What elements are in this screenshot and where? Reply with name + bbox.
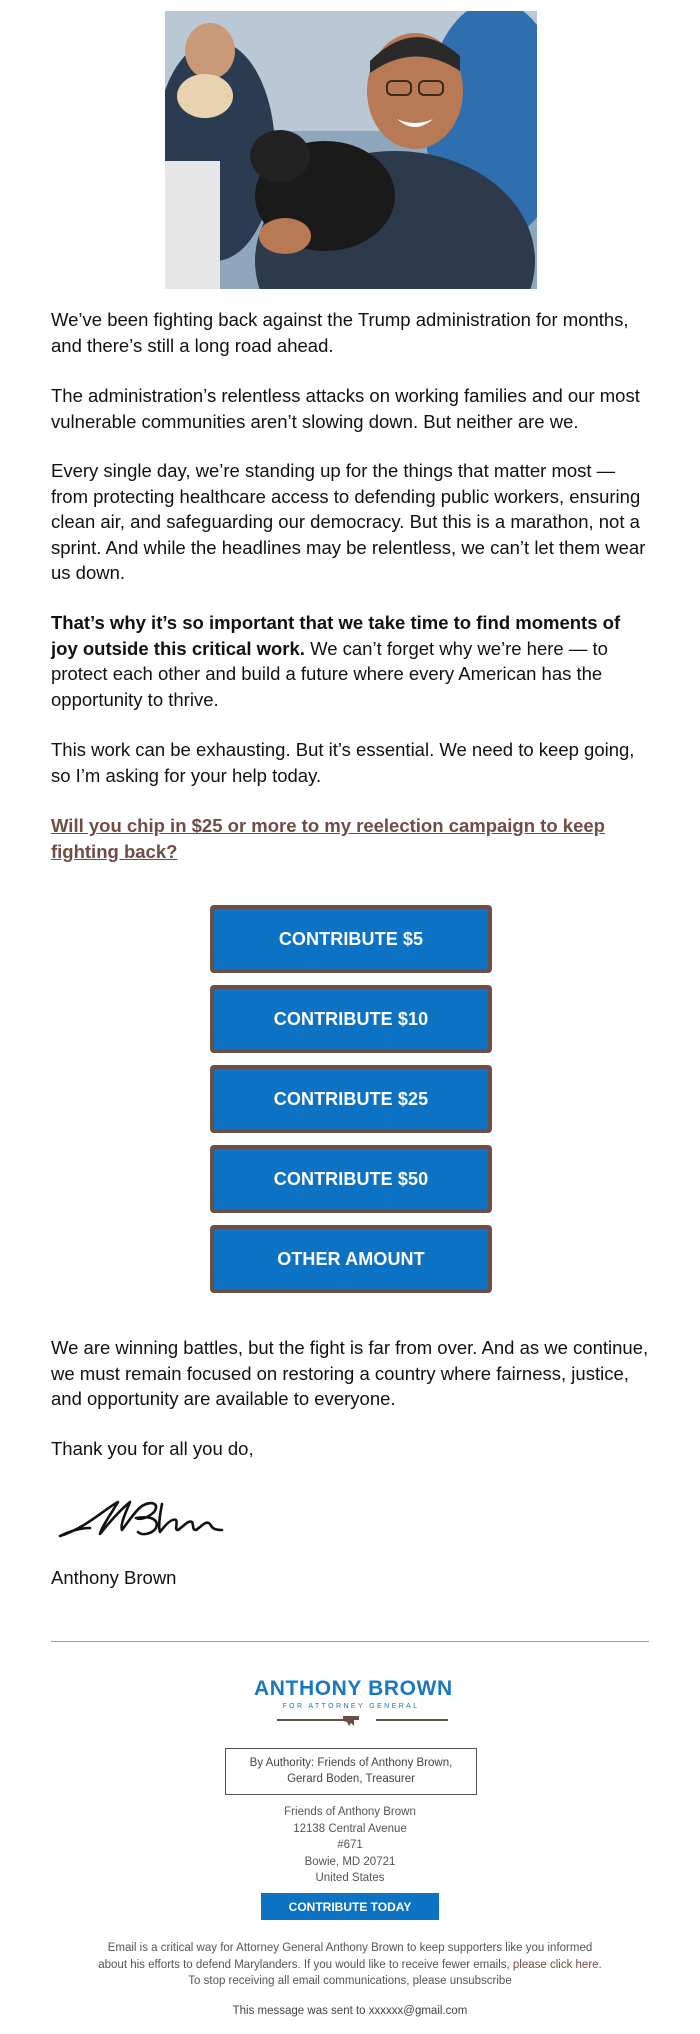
paragraph-every-day: Every single day, we’re standing up for the things that matter most — from protecting healthcare access to defending public workers, ensuring clean air, and safeguarding our democracy. But this is a marathon, not a sprint. And while the headlines may be relentless, we can’t let them wear us down. <box>51 460 646 583</box>
paragraph-intro: We’ve been fighting back against the Trump administration for months, and there’s still a long road ahead. <box>51 309 629 356</box>
contribute-25-button[interactable]: CONTRIBUTE $25 <box>210 1065 492 1133</box>
paragraph-closing: We are winning battles, but the fight is far from over. And as we continue, we must remain focused on restoring a country where fairness, justice, and opportunity are available to everyone. <box>51 1337 649 1409</box>
contribute-10-button[interactable]: CONTRIBUTE $10 <box>210 985 492 1053</box>
other-amount-button[interactable]: OTHER AMOUNT <box>210 1225 492 1293</box>
paragraph-joy-bold: That’s why it’s so important that we take time to find moments of joy outside this critical work. <box>51 612 621 659</box>
footer-note-line-3: To stop receiving all email communications, please unsubscribe <box>188 1975 512 1987</box>
contribute-5-button[interactable]: CONTRIBUTE $5 <box>210 905 492 973</box>
campaign-logo <box>254 1677 453 1732</box>
paragraph-joy-rest: We can’t forget why we’re here — to protect each other and build a future where every American has the opportunity to thrive. <box>51 637 608 710</box>
sent-to-label: This message was sent to <box>232 2005 369 2017</box>
thanks-line: Thank you for all you do, <box>51 1438 254 1459</box>
donate-link[interactable]: Will you chip in $25 or more to my reelection campaign to keep fighting back? <box>51 815 605 862</box>
signature-image <box>56 1488 236 1552</box>
contribute-today-button[interactable]: CONTRIBUTE TODAY <box>261 1893 439 1920</box>
paragraph-exhausting: This work can be exhausting. But it’s essential. We need to keep going, so I’m asking for your help today. <box>51 739 635 786</box>
footer-note-line-2-text: about his efforts to defend Marylanders. If you would like to receive fewer emails, <box>98 1958 513 1971</box>
contribute-50-button[interactable]: CONTRIBUTE $50 <box>210 1145 492 1213</box>
address-line: Friends of Anthony Brown <box>284 1806 416 1818</box>
address-line: #671 <box>337 1839 363 1851</box>
footer-divider <box>51 1641 649 1642</box>
authority-box <box>225 1748 477 1795</box>
logo-subtitle: FOR ATTORNEY GENERAL <box>282 1703 420 1710</box>
address-line: United States <box>315 1872 385 1884</box>
signer-name: Anthony Brown <box>51 1567 177 1588</box>
address-line: Bowie, MD 20721 <box>304 1855 396 1868</box>
sent-to-email: xxxxxx@gmail.com <box>368 2005 468 2017</box>
footer-note-line-1: Email is a critical way for Attorney General Anthony Brown to keep supporters like you informed <box>107 1942 593 1954</box>
paragraph-attacks: The administration’s relentless attacks on working families and our most vulnerable communities aren’t slowing down. But neither are we. <box>51 385 640 432</box>
address-line: 12138 Central Avenue <box>293 1822 407 1835</box>
sent-to-line <box>100 2005 600 2017</box>
maryland-icon <box>342 1714 360 1728</box>
hero-photo <box>165 11 537 289</box>
authority-line-2: Gerard Boden, Treasurer <box>287 1773 415 1785</box>
mailing-address <box>200 1804 500 1887</box>
paragraph-joy <box>51 610 651 712</box>
logo-name: ANTHONY BROWN <box>254 1677 453 1700</box>
footer-note <box>60 1940 640 1990</box>
footer-note-line-2 <box>60 1957 640 1974</box>
authority-line-1: By Authority: Friends of Anthony Brown, <box>249 1757 453 1769</box>
fewer-emails-link[interactable]: please click here. <box>512 1958 602 1971</box>
